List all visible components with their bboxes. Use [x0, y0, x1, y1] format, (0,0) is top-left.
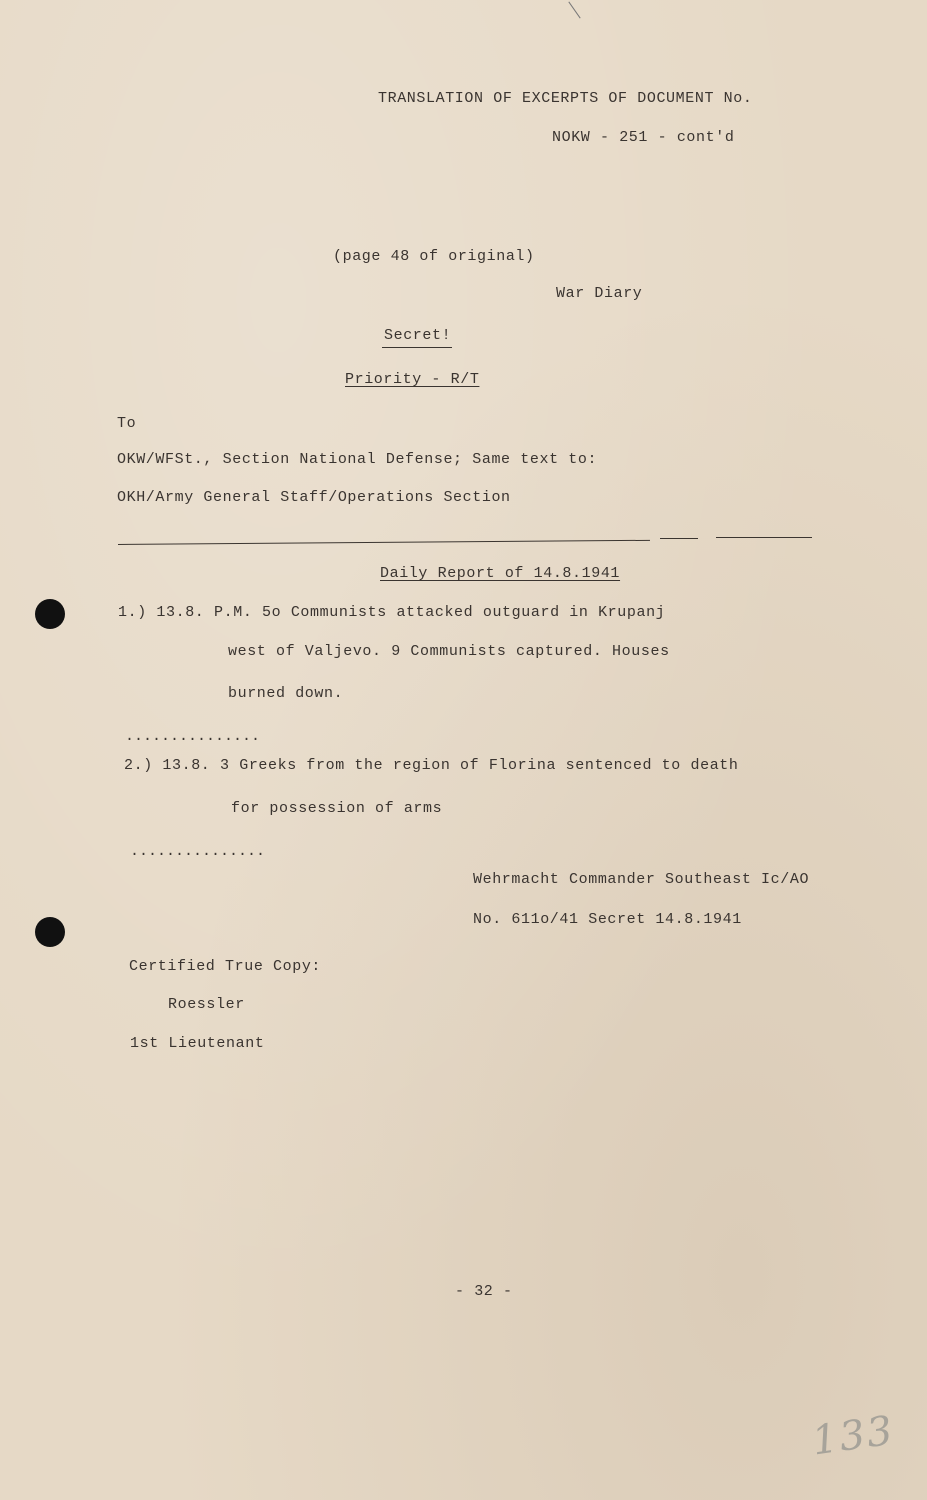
handwritten-page-number: 133 [809, 1407, 898, 1465]
punch-hole-top [35, 599, 65, 629]
secret-underline [382, 347, 452, 348]
report-item-2-line-1: 2.) 13.8. 3 Greeks from the region of Florina sentenced to death [124, 757, 739, 774]
report-item-2-line-2: for possession of arms [231, 800, 443, 817]
header-document-number: NOKW - 251 - cont'd [552, 129, 735, 146]
sender-line-2: No. 611o/41 Secret 14.8.1941 [473, 911, 742, 928]
report-item-1-line-2: west of Valjevo. 9 Communists captured. Houses [228, 643, 670, 660]
certified-label: Certified True Copy: [129, 958, 322, 975]
separator-line-2 [660, 538, 698, 539]
separator-line-3 [716, 537, 812, 538]
separator-line-1 [118, 540, 650, 545]
report-item-1-line-3: burned down. [228, 685, 344, 702]
certifier-name: Roessler [168, 996, 245, 1013]
paper-mark [568, 2, 580, 19]
report-item-1-line-1: 1.) 13.8. P.M. 5o Communists attacked outguard in Krupanj [118, 604, 666, 621]
recipient-line-1: OKW/WFSt., Section National Defense; Same text to: [117, 451, 598, 468]
to-label: To [117, 415, 137, 432]
header-title: TRANSLATION OF EXCERPTS OF DOCUMENT No. [378, 90, 753, 107]
page-reference: (page 48 of original) [333, 248, 535, 265]
sender-line-1: Wehrmacht Commander Southeast Ic/AO [473, 871, 810, 888]
recipient-line-2: OKH/Army General Staff/Operations Section [117, 489, 511, 506]
ellipsis-1: ............... [125, 728, 261, 745]
secret-label: Secret! [384, 327, 452, 344]
report-title: Daily Report of 14.8.1941 [380, 565, 621, 582]
punch-hole-bottom [35, 917, 65, 947]
war-diary-label: War Diary [556, 285, 643, 302]
priority-label: Priority - R/T [345, 371, 480, 388]
page-number: - 32 - [455, 1283, 513, 1300]
ellipsis-2: ............... [130, 843, 266, 860]
certifier-rank: 1st Lieutenant [130, 1035, 265, 1052]
